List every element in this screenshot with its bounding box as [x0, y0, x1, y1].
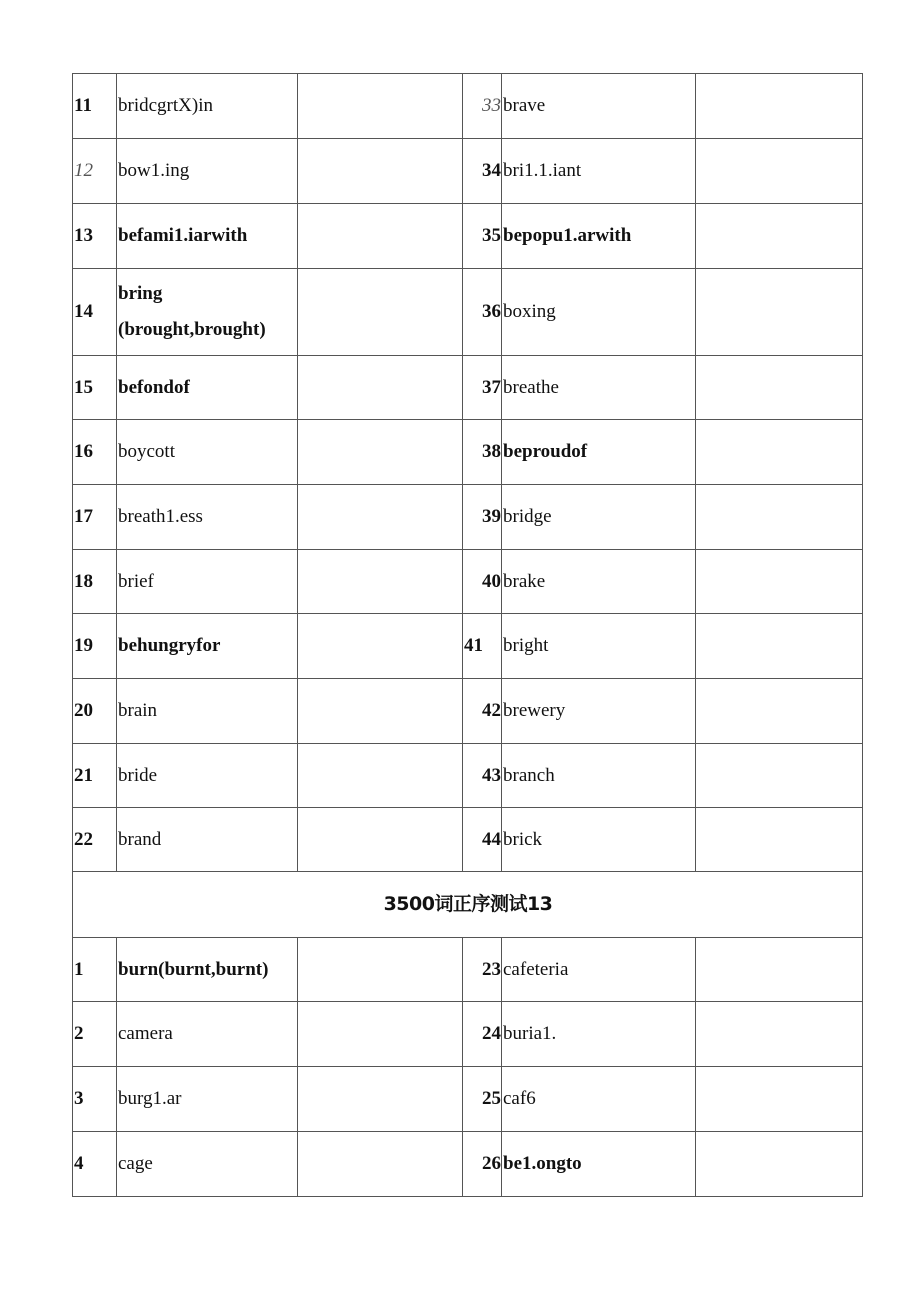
word-cell: brake [502, 550, 696, 614]
answer-cell[interactable] [298, 550, 463, 614]
item-number: 26 [463, 1132, 502, 1197]
item-number: 3 [73, 1067, 117, 1132]
answer-cell[interactable] [696, 356, 863, 420]
answer-cell[interactable] [298, 938, 463, 1002]
answer-cell[interactable] [696, 938, 863, 1002]
item-number: 1 [73, 938, 117, 1002]
item-number: 37 [463, 356, 502, 420]
word-cell: bepopu1.arwith [502, 204, 696, 269]
item-number: 33 [463, 74, 502, 139]
answer-cell[interactable] [298, 744, 463, 808]
answer-cell[interactable] [298, 485, 463, 550]
answer-cell[interactable] [696, 614, 863, 679]
table-row [73, 808, 863, 872]
answer-cell[interactable] [696, 679, 863, 744]
item-number: 42 [463, 679, 502, 744]
table-row [73, 139, 863, 204]
word-cell: buria1. [502, 1002, 696, 1067]
item-number: 14 [73, 269, 117, 356]
item-number: 44 [463, 808, 502, 872]
word-cell: boxing [502, 269, 696, 356]
word-cell: branch [502, 744, 696, 808]
vocabulary-test-table [72, 73, 863, 1197]
word-cell: brand [117, 808, 298, 872]
answer-cell[interactable] [298, 269, 463, 356]
table-row [73, 485, 863, 550]
item-number: 41 [463, 614, 502, 679]
word-cell: befami1.iarwith [117, 204, 298, 269]
answer-cell[interactable] [298, 1002, 463, 1067]
word-cell: bow1.ing [117, 139, 298, 204]
answer-cell[interactable] [696, 204, 863, 269]
word-cell: cafeteria [502, 938, 696, 1002]
word-cell: breath1.ess [117, 485, 298, 550]
answer-cell[interactable] [696, 744, 863, 808]
table-row [73, 744, 863, 808]
word-cell: bridcgrtX)in [117, 74, 298, 139]
answer-cell[interactable] [696, 808, 863, 872]
word-cell: brain [117, 679, 298, 744]
table-row [73, 204, 863, 269]
word-cell [117, 269, 298, 356]
word-line: bring [118, 283, 163, 305]
word-cell: behungryfor [117, 614, 298, 679]
table-row [73, 1067, 863, 1132]
item-number: 13 [73, 204, 117, 269]
word-cell: burg1.ar [117, 1067, 298, 1132]
item-number: 20 [73, 679, 117, 744]
table-row [73, 938, 863, 1002]
word-cell: bridge [502, 485, 696, 550]
table-row [73, 679, 863, 744]
word-cell: caf6 [502, 1067, 696, 1132]
word-cell: cage [117, 1132, 298, 1197]
word-cell: camera [117, 1002, 298, 1067]
item-number: 35 [463, 204, 502, 269]
item-number: 12 [73, 139, 117, 204]
item-number: 40 [463, 550, 502, 614]
table-row [73, 1002, 863, 1067]
item-number: 15 [73, 356, 117, 420]
answer-cell[interactable] [696, 269, 863, 356]
answer-cell[interactable] [696, 1132, 863, 1197]
answer-cell[interactable] [298, 1067, 463, 1132]
table-row [73, 74, 863, 139]
item-number: 19 [73, 614, 117, 679]
word-cell: boycott [117, 420, 298, 485]
answer-cell[interactable] [696, 420, 863, 485]
answer-cell[interactable] [298, 356, 463, 420]
answer-cell[interactable] [696, 485, 863, 550]
answer-cell[interactable] [696, 1002, 863, 1067]
table-row [73, 420, 863, 485]
table-row [73, 269, 863, 356]
answer-cell[interactable] [298, 1132, 463, 1197]
answer-cell[interactable] [298, 74, 463, 139]
item-number: 39 [463, 485, 502, 550]
word-cell: burn(burnt,burnt) [117, 938, 298, 1002]
answer-cell[interactable] [298, 614, 463, 679]
item-number: 23 [463, 938, 502, 1002]
item-number: 22 [73, 808, 117, 872]
item-number: 18 [73, 550, 117, 614]
word-cell: brief [117, 550, 298, 614]
word-cell: bright [502, 614, 696, 679]
word-cell: bri1.1.iant [502, 139, 696, 204]
table-row [73, 356, 863, 420]
item-number: 17 [73, 485, 117, 550]
word-cell: bride [117, 744, 298, 808]
item-number: 25 [463, 1067, 502, 1132]
item-number: 34 [463, 139, 502, 204]
item-number: 16 [73, 420, 117, 485]
table-row [73, 550, 863, 614]
word-cell: be1.ongto [502, 1132, 696, 1197]
word-cell: breathe [502, 356, 696, 420]
answer-cell[interactable] [696, 1067, 863, 1132]
section-title-row [73, 872, 863, 938]
answer-cell[interactable] [696, 550, 863, 614]
answer-cell[interactable] [298, 139, 463, 204]
word-cell: beproudof [502, 420, 696, 485]
answer-cell[interactable] [298, 808, 463, 872]
word-cell: brave [502, 74, 696, 139]
answer-cell[interactable] [696, 139, 863, 204]
item-number: 24 [463, 1002, 502, 1067]
section-title: 3500词正序测试13 [73, 872, 863, 938]
item-number: 36 [463, 269, 502, 356]
word-cell: brick [502, 808, 696, 872]
answer-cell[interactable] [298, 679, 463, 744]
answer-cell[interactable] [298, 420, 463, 485]
item-number: 43 [463, 744, 502, 808]
answer-cell[interactable] [696, 74, 863, 139]
word-line: (brought,brought) [118, 319, 266, 340]
word-cell: brewery [502, 679, 696, 744]
item-number: 2 [73, 1002, 117, 1067]
table-row [73, 614, 863, 679]
table-row [73, 1132, 863, 1197]
item-number: 11 [73, 74, 117, 139]
item-number: 4 [73, 1132, 117, 1197]
item-number: 38 [463, 420, 502, 485]
answer-cell[interactable] [298, 204, 463, 269]
item-number: 21 [73, 744, 117, 808]
word-cell: befondof [117, 356, 298, 420]
